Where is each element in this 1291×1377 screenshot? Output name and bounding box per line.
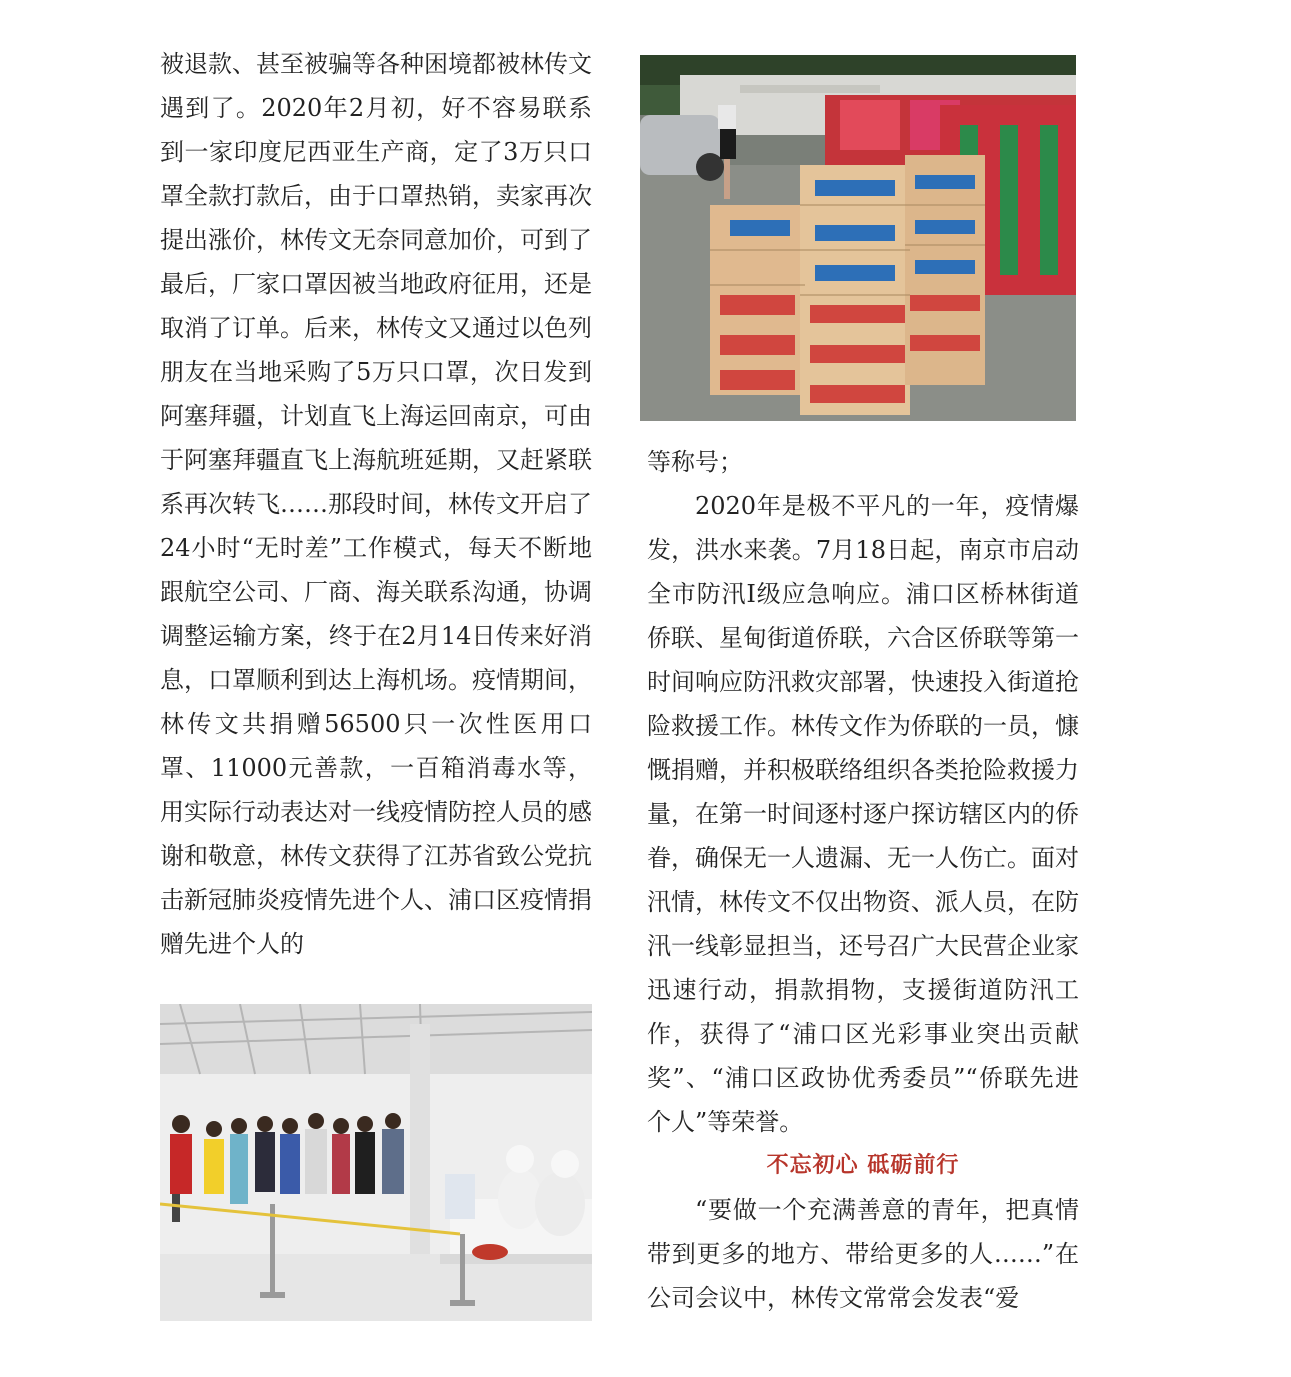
body-paragraph: 2020年是极不平凡的一年，疫情爆发，洪水来袭。7月18日起，南京市启动全市防汛Ⅰ级应急响应。浦口区桥林街道侨联、星甸街道侨联，六合区侨联等第一时间响应防汛救灾部署，快速投入街道抢险救援工作。林传文作为侨联的一员，慷慨捐赠，并积极联络组织各类抢险救援力量，在第一时间逐村逐户探访辖区内的侨眷，确保无一人遗漏、无一人伤亡。面对汛情，林传文不仅出物资、派人员，在防汛一线彰显担当，还号召广大民营企业家迅速行动，捐款捐物，支援街道防汛工作，获得了“浦口区光彩事业突出贡献奖”、“浦口区政协优秀委员”“侨联先进个人”等荣誉。	[647, 492, 1079, 1136]
body-paragraph: “要做一个充满善意的青年，把真情带到更多的地方、带给更多的人……”在公司会议中，林传文常常会发表“爱	[647, 1196, 1079, 1312]
right-text-column	[647, 440, 1079, 1320]
body-paragraph: 等称号；	[647, 448, 743, 476]
body-paragraph: 被退款、甚至被骗等各种困境都被林传文遇到了。2020年2月初，好不容易联系到一家印度尼西亚生产商，定了3万只口罩全款打款后，由于口罩热销，卖家再次提出涨价，林传文无奈同意加价，可到了最后，厂家口罩因被当地政府征用，还是取消了订单。后来，林传文又通过以色列朋友在当地采购了5万只口罩，次日发到阿塞拜疆，计划直飞上海运回南京，可由于阿塞拜疆直飞上海航班延期，又赶紧联系再次转飞……那段时间，林传文开启了24小时“无时差”工作模式，每天不断地跟航空公司、厂商、海关联系沟通，协调调整运输方案，终于在2月14日传来好消息，口罩顺利到达上海机场。疫情期间，林传文共捐赠56500只一次性医用口罩、11000元善款，一百箱消毒水等，用实际行动表达对一线疫情防控人员的感谢和敬意，林传文获得了江苏省致公党抗击新冠肺炎疫情先进个人、浦口区疫情捐赠先进个人的	[160, 50, 592, 958]
testing-site-photo	[160, 1004, 592, 1321]
donated-boxes-photo	[640, 55, 1076, 421]
donated-boxes-illustration	[640, 55, 1076, 421]
testing-site-illustration	[160, 1004, 592, 1321]
section-heading: 不忘初心 砥砺前行	[766, 1153, 960, 1178]
left-text-column	[160, 42, 592, 966]
